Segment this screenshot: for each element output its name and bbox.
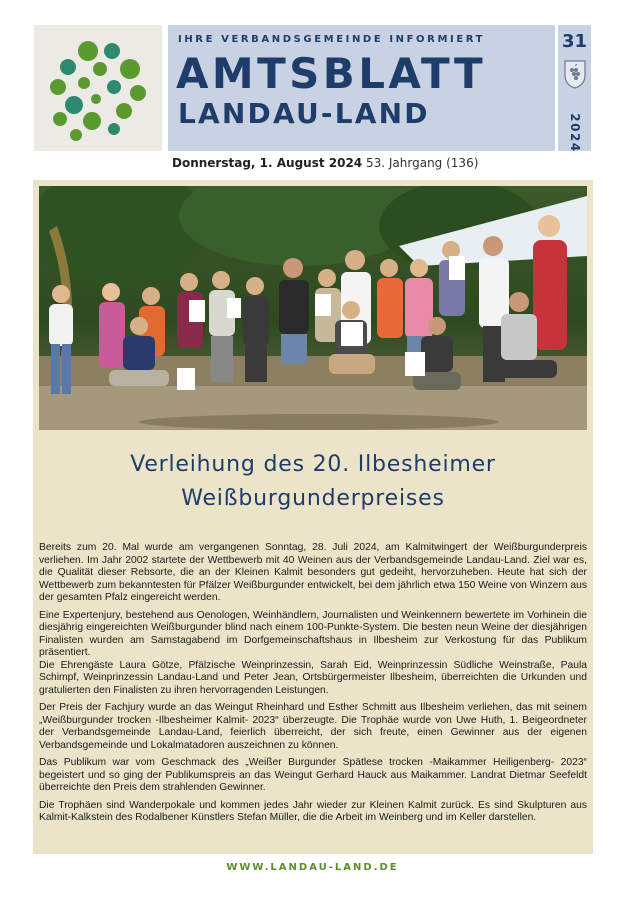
masthead-title: AMTSBLATT	[176, 49, 487, 98]
masthead-subtitle: LANDAU-LAND	[178, 97, 430, 130]
article-headline	[33, 448, 593, 516]
group-photo	[39, 186, 587, 430]
article-paragraph: Die Trophäen sind Wanderpokale und kommen jedes Jahr wieder zur Kleinen Kalmit zurück. Es sind Skulpturen aus Kalmit-Kalkstein des Rodalbener Künstlers Stefan Müller, die die Arbeit im Weinberg und im Keller darstellen.	[39, 799, 587, 823]
issue-number: 31	[561, 31, 588, 52]
issue-info	[558, 25, 591, 151]
issue-year	[561, 113, 589, 153]
masthead	[168, 25, 555, 151]
issue-date: Donnerstag, 1. August 2024	[172, 156, 363, 170]
article-paragraph: Das Publikum war vom Geschmack des „Weißer Burgunder Spätlese trocken -Maikammer Heiligenberg- 2023“ begeistert und so ging der Publikumspreis an das Weingut Gerhard Hauck aus Maikammer. Landrat Dietmar Seefeldt überreichte den Preis dem strahlenden Gewinner.	[39, 757, 587, 793]
issue-year-text: 2024	[568, 113, 582, 153]
logo	[34, 25, 162, 151]
award-ceremony-photo	[39, 186, 587, 430]
coat-of-arms-icon	[563, 59, 587, 89]
article-paragraph: Bereits zum 20. Mal wurde am vergangenen Sonntag, 28. Juli 2024, am Kalmitwingert der Weißburgunderpreis verliehen. Im Jahr 2002 startete der Wettbewerb mit 40 Weinen aus der Verbandsgemeinde Landau-Land. Ziel war es, die Qualität dieser Rebsorte, die an der Kleinen Kalmit besonders gut gedeiht, hervorzuheben. Heute hat sich der Wettbewerb zum bekanntesten für Pfälzer Weißburgunder entwickelt, bei dem jährlich etwa 150 Weine von Winzern aus der gesamten Pfalz eingereicht werden.	[39, 542, 587, 603]
article-paragraph: Der Preis der Fachjury wurde an das Weingut Rheinhard und Esther Schmitt aus Ilbesheim verliehen, das mit seinem „Weißburgunder trocken -Ilbesheimer Kalmit- 2023“ überzeugte. Die Trophäe wurde von Uwe Huth, 1. Beigeordneter der Verbandsgemeinde Landau-Land, feierlich überreicht, der sich freute, einen Gewinner aus der eigenen Verbandsgemeinde und Lokalmatadoren auszeichnen zu können.	[39, 702, 587, 751]
website-link[interactable]: WWW.LANDAU-LAND.DE	[226, 862, 399, 873]
article-paragraph: Eine Expertenjury, bestehend aus Oenologen, Weinhändlern, Journalisten und Weinkennern bewertete im Vorhinein die diesjährig eingereichten Weißburgunder blind nach einem 100-Punkte-System. Die besten neun Weine der diesjährigen Finalisten wurden am Samstagabend im Dorfgemeinschaftshaus in Ilbesheim zur Verkostung für das Publikum präsentiert.	[39, 609, 587, 658]
article-paragraph: Die Ehrengäste Laura Götze, Pfälzische Weinprinzessin, Sarah Eid, Weinprinzessin Südliche Weinstraße, Paula Schimpf, Weinprinzessin Landau-Land und Peter Jean, Ortsbürgermeister Ilbesheim, überreichten die Urkunden und gratulierten den Finalisten zu ihren hervorragenden Leistungen.	[39, 659, 587, 696]
headline-line-2: Weißburgunderpreises	[181, 486, 445, 511]
dateline	[172, 156, 478, 170]
feature-article	[33, 180, 593, 854]
article-body	[39, 542, 587, 830]
masthead-kicker: IHRE VERBANDSGEMEINDE INFORMIERT	[178, 34, 486, 45]
issue-volume: 53. Jahrgang (136)	[365, 156, 479, 170]
dot-logo-graphic	[34, 25, 162, 151]
headline-line-1: Verleihung des 20. Ilbesheimer	[130, 452, 496, 477]
